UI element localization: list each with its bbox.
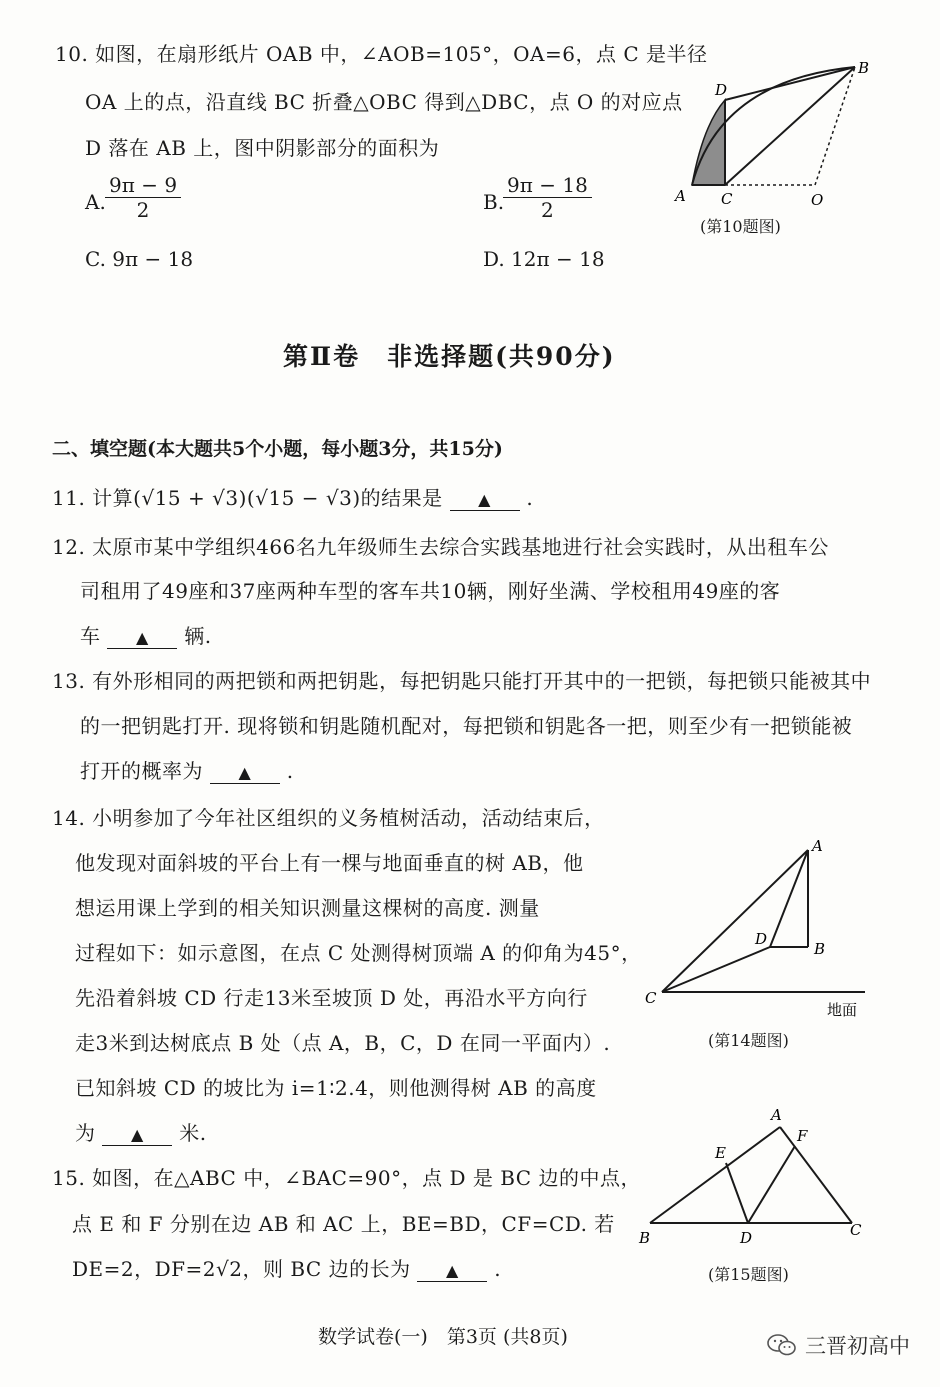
q13-line3: [80, 755, 294, 784]
q10-option-a-numerator: 9π − 9: [105, 173, 181, 198]
q10-option-b-label: B.: [483, 190, 505, 214]
q10-option-b-fraction: [503, 173, 592, 222]
q10-option-c: C. 9π − 18: [85, 247, 194, 271]
q11-text: 11. 计算(√15 + √3)(√15 − √3)的结果是: [52, 486, 443, 510]
q15-figure-caption: (第15题图): [708, 1265, 789, 1284]
q15-answer-blank: [417, 1257, 487, 1282]
q10-label-b: B: [858, 59, 870, 77]
q15-segment-ed: [726, 1163, 748, 1223]
q14-line-ca: [662, 850, 808, 992]
q13-line2: 的一把钥匙打开. 现将锁和钥匙随机配对，每把锁和钥匙各一把，则至少有一把锁能被: [80, 714, 853, 738]
page-footer: 数学试卷(一) 第3页 (共8页): [318, 1326, 568, 1348]
q12-line3-suffix: 辆.: [184, 624, 212, 648]
part2-heading: 二、填空题(本大题共5个小题，每小题3分，共15分): [52, 438, 503, 460]
q14-label-d: D: [755, 930, 768, 948]
q14-line2: 他发现对面斜坡的平台上有一棵与地面垂直的树 AB，他: [75, 851, 584, 875]
watermark: [767, 1330, 910, 1360]
q12-blank-mark: ▲: [135, 628, 149, 647]
q11-blank-mark: ▲: [478, 490, 491, 509]
section-title: 第Ⅱ卷 非选择题(共90分): [283, 342, 616, 371]
q10-figure-caption: (第10题图): [700, 217, 781, 236]
q12-answer-blank: [107, 624, 177, 649]
q14-line7: 已知斜坡 CD 的坡比为 i=1∶2.4，则他测得树 AB 的高度: [75, 1076, 597, 1100]
q15-line3-prefix: DE=2，DF=2√2，则 BC 边的长为: [72, 1257, 411, 1281]
q15-segment-df: [748, 1146, 795, 1223]
q15-label-f: F: [797, 1127, 808, 1145]
q15-label-a: A: [771, 1106, 782, 1124]
q14-figure-caption: (第14题图): [708, 1031, 789, 1050]
q14-answer-blank: [102, 1121, 172, 1146]
q15-label-d: D: [740, 1229, 753, 1247]
q14-label-c: C: [645, 989, 657, 1007]
q10-line3: D 落在 AB 上，图中阴影部分的面积为: [85, 136, 440, 160]
q15-figure: [630, 1100, 875, 1250]
q10-option-a-label: A.: [85, 190, 106, 214]
q15-label-b: B: [639, 1229, 651, 1247]
q14-line5: 先沿着斜坡 CD 行走13米至坡顶 D 处，再沿水平方向行: [75, 986, 588, 1010]
watermark-text: 三晋初高中: [805, 1334, 910, 1358]
q14-label-a: A: [812, 837, 823, 855]
q14-line8: [75, 1117, 207, 1146]
q10-line1: 10. 如图，在扇形纸片 OAB 中，∠AOB=105°，OA=6，点 C 是半径: [55, 42, 708, 66]
q15-label-e: E: [715, 1144, 726, 1162]
q14-line8-prefix: 为: [75, 1121, 96, 1145]
q11-suffix: .: [526, 486, 534, 510]
q12-line2: 司租用了49座和37座两种车型的客车共10辆，刚好坐满、学校租用49座的客: [80, 579, 781, 603]
q14-line6: 走3米到达树底点 B 处（点 A，B，C，D 在同一平面内）.: [75, 1031, 611, 1055]
q15-side-ac: [780, 1127, 852, 1223]
q14-line-da: [770, 850, 808, 947]
q12-line1: 12. 太原市某中学组织466名九年级师生去综合实践基地进行社会实践时，从出租车公: [52, 535, 829, 559]
q11-answer-blank: [450, 486, 520, 511]
q15-line2: 点 E 和 F 分别在边 AB 和 AC 上，BE=BD，CF=CD. 若: [72, 1212, 615, 1236]
q13-line1: 13. 有外形相同的两把锁和两把钥匙，每把钥匙只能打开其中的一把锁，每把锁只能被其中: [52, 669, 872, 693]
q11: [52, 482, 533, 511]
q12-line3-prefix: 车: [80, 624, 101, 648]
q14-label-ground: 地面: [827, 1001, 858, 1019]
q15-line3-suffix: .: [494, 1257, 502, 1281]
q14-blank-mark: ▲: [130, 1125, 144, 1144]
q10-option-d: D. 12π − 18: [483, 247, 605, 271]
q13-line3-suffix: .: [286, 759, 294, 783]
q10-label-d: D: [715, 81, 728, 99]
q13-line3-prefix: 打开的概率为: [80, 759, 203, 783]
q14-figure: [640, 835, 875, 1025]
q14-line3: 想运用课上学到的相关知识测量这棵树的高度. 测量: [75, 896, 540, 920]
q10-line2: OA 上的点，沿直线 BC 折叠△OBC 得到△DBC，点 O 的对应点: [85, 90, 683, 114]
q10-option-b-denominator: 2: [541, 198, 554, 222]
q10-option-a-fraction: [105, 173, 181, 222]
wechat-icon: [767, 1333, 797, 1357]
q10-option-a-denominator: 2: [136, 198, 150, 222]
q14-line4: 过程如下：如示意图，在点 C 处测得树顶端 A 的仰角为45°，: [75, 941, 642, 965]
q10-option-b-numerator: 9π − 18: [503, 173, 592, 198]
q15-side-ab: [650, 1127, 780, 1223]
q15-blank-mark: ▲: [446, 1261, 459, 1280]
q10-label-o: O: [811, 191, 824, 209]
q10-label-a: A: [675, 187, 686, 205]
q14-line8-suffix: 米.: [179, 1121, 207, 1145]
q10-figure: [665, 55, 880, 215]
q15-line1: 15. 如图，在△ABC 中，∠BAC=90°，点 D 是 BC 边的中点，: [52, 1166, 641, 1190]
q12-line3: [80, 620, 212, 649]
q10-label-c: C: [721, 190, 733, 208]
q14-line1: 14. 小明参加了今年社区组织的义务植树活动，活动结束后，: [52, 806, 605, 830]
q14-slope-cd: [662, 947, 770, 992]
q15-line3: [72, 1253, 501, 1282]
q13-answer-blank: [210, 759, 280, 784]
q13-blank-mark: ▲: [238, 763, 252, 782]
q15-label-c: C: [850, 1221, 862, 1239]
q14-label-b: B: [814, 940, 826, 958]
